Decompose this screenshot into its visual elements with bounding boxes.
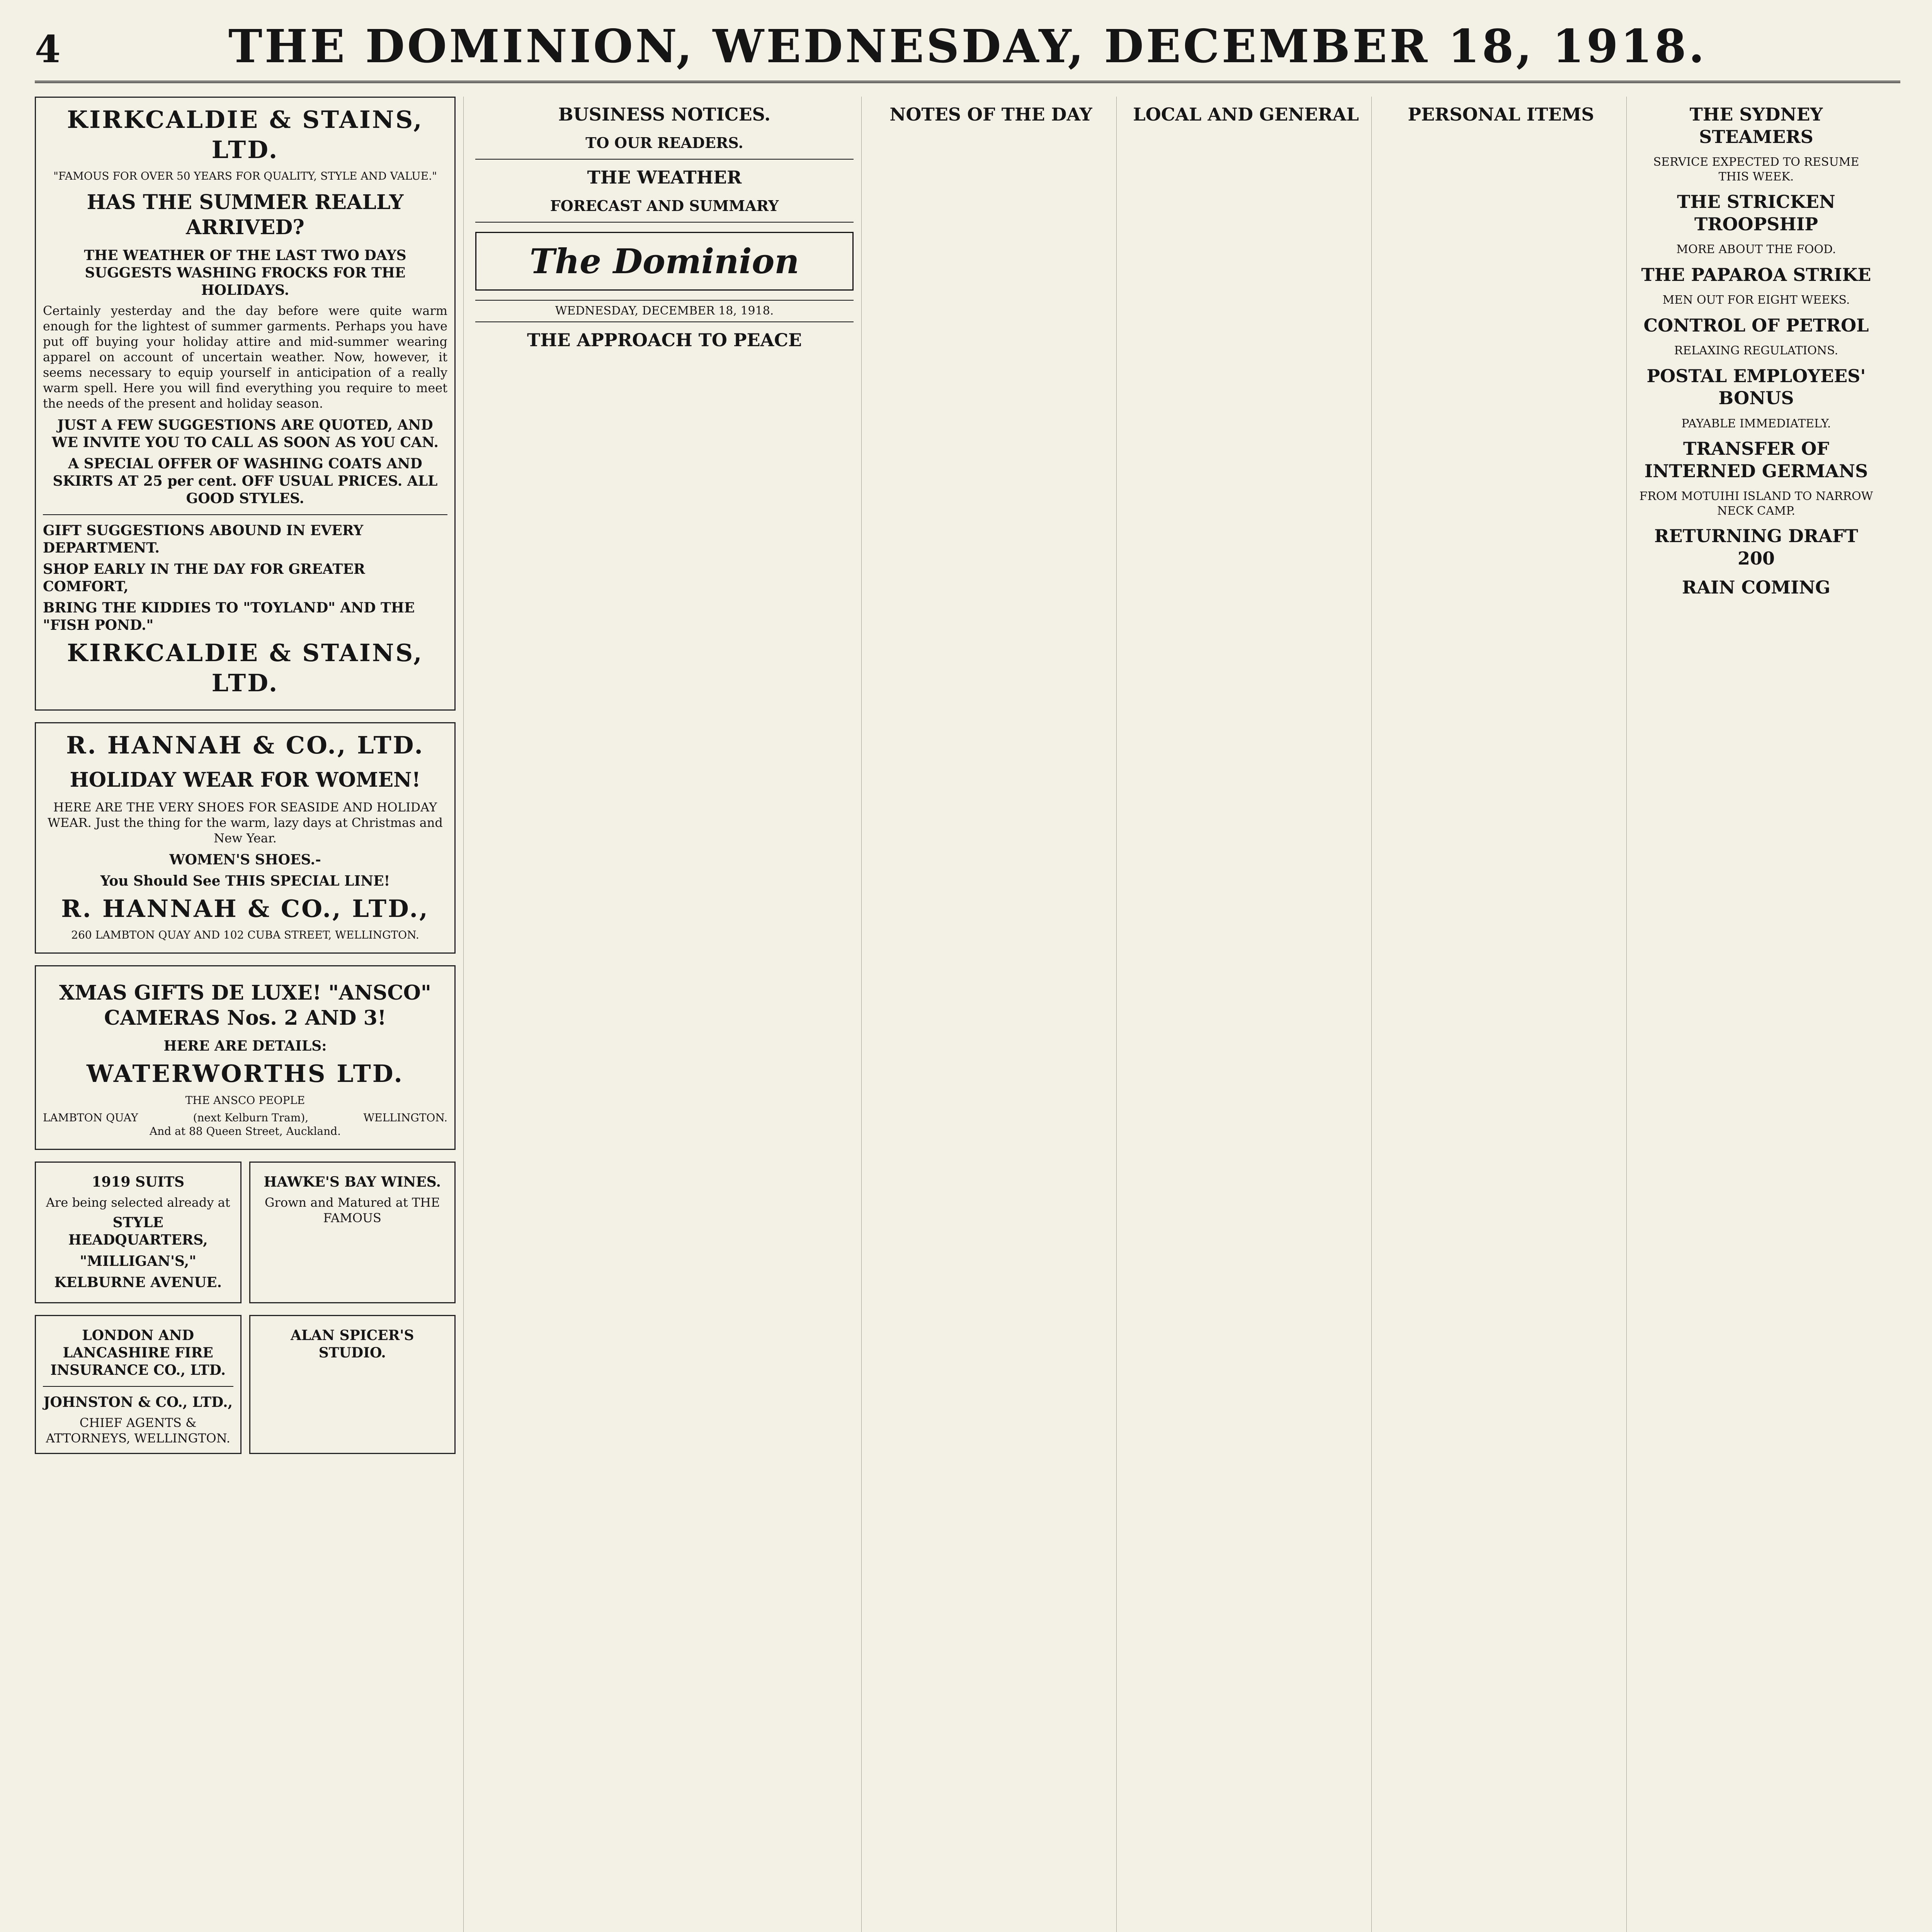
rain-title: RAIN COMING — [1682, 577, 1830, 598]
steamers-sub: SERVICE EXPECTED TO RESUME THIS WEEK. — [1653, 155, 1859, 184]
weather-title: THE WEATHER — [587, 167, 742, 188]
ad-ansco-details: HERE ARE DETAILS: — [163, 1038, 327, 1054]
personal-title: PERSONAL ITEMS — [1408, 104, 1594, 125]
ad-hannah-footer-brand: R. HANNAH & CO., LTD., — [61, 894, 429, 923]
stricken-title: THE STRICKEN TROOPSHIP — [1677, 191, 1835, 235]
ad-ansco-address-mid: (next Kelburn Tram), — [193, 1111, 309, 1124]
ad-ansco-address-2: And at 88 Queen Street, Auckland. — [150, 1124, 341, 1138]
postal-sub: PAYABLE IMMEDIATELY. — [1681, 417, 1831, 430]
ad-row-insurance-studio — [35, 1315, 456, 1466]
ad-kirkcaldie-shop-early: SHOP EARLY IN THE DAY FOR GREATER COMFORT, — [43, 561, 365, 595]
ad-ansco-sub: THE ANSCO PEOPLE — [185, 1094, 305, 1107]
approach-title: THE APPROACH TO PEACE — [527, 329, 802, 350]
column-news — [1638, 97, 1882, 1932]
ad-kirkcaldie — [35, 97, 456, 711]
dominion-date: WEDNESDAY, DECEMBER 18, 1918. — [475, 300, 854, 322]
ad-suits-line4: "MILLIGAN'S," — [80, 1253, 197, 1269]
ad-ansco-address-left: LAMBTON QUAY — [43, 1111, 138, 1124]
paparoa-title: THE PAPAROA STRIKE — [1641, 264, 1871, 285]
dominion-box — [475, 232, 854, 291]
ad-kirkcaldie-gift: GIFT SUGGESTIONS ABOUND IN EVERY DEPARTMENT. — [43, 522, 364, 556]
paparoa-sub: MEN OUT FOR EIGHT WEEKS. — [1662, 293, 1850, 307]
page-number: 4 — [35, 27, 61, 71]
ad-kirkcaldie-suggestions: JUST A FEW SUGGESTIONS ARE QUOTED, AND WE INVITE YOU TO CALL AS SOON AS YOU CAN. — [52, 417, 439, 451]
ad-suits — [35, 1162, 242, 1303]
notes-title: NOTES OF THE DAY — [889, 104, 1092, 125]
ad-hannah-address: 260 LAMBTON QUAY AND 102 CUBA STREET, WELLINGTON. — [71, 929, 419, 941]
forecast-title: FORECAST AND SUMMARY — [550, 197, 779, 214]
ad-kirkcaldie-special-offer: A SPECIAL OFFER OF WASHING COATS AND SKIRTS AT 25 per cent. OFF USUAL PRICES. ALL GOOD STYLES. — [53, 456, 438, 507]
ad-row-suits-hawkes — [35, 1162, 456, 1315]
ad-kirkcaldie-kiddies: BRING THE KIDDIES TO "TOYLAND" AND THE "FISH POND." — [43, 600, 415, 633]
ad-hawkes-sub: Grown and Matured at THE FAMOUS — [264, 1195, 440, 1225]
ad-ansco-address — [43, 1111, 447, 1124]
ad-kirkcaldie-intro: Certainly yesterday and the day before were quite warm enough for the lightest of summer garments. Perhaps you have put off buying your holiday attire and mid-summer wearing apparel on account of uncertain weather. Now, however, it seems necessary to equip yourself in anticipation of a really warm spell. Here you will find everything you require to meet the needs of the present and holiday season. — [43, 303, 447, 411]
petrol-sub: RELAXING REGULATIONS. — [1674, 344, 1838, 357]
returning-title: RETURNING DRAFT 200 — [1654, 526, 1858, 569]
ad-hannah-headline: HOLIDAY WEAR FOR WOMEN! — [70, 768, 421, 792]
column-editorial — [475, 97, 862, 1932]
ad-johnston-sub: CHIEF AGENTS & ATTORNEYS, WELLINGTON. — [46, 1415, 230, 1446]
ad-ansco-headline: XMAS GIFTS DE LUXE! "ANSCO" CAMERAS Nos. 2 AND 3! — [59, 981, 431, 1030]
divider — [43, 514, 447, 515]
ad-hannah-womens-shoes: WOMEN'S SHOES.- — [169, 851, 321, 868]
steamers-title: THE SYDNEY STEAMERS — [1689, 104, 1823, 147]
to-our-readers: TO OUR READERS. — [585, 134, 743, 151]
ad-hannah-sub: HERE ARE THE VERY SHOES FOR SEASIDE AND HOLIDAY WEAR. Just the thing for the warm, lazy days at Christmas and New Year. — [48, 799, 443, 845]
column-local-general — [1128, 97, 1372, 1932]
ad-johnston-title: JOHNSTON & CO., LTD., — [43, 1394, 233, 1410]
ad-ansco-brand: WATERWORTHS LTD. — [87, 1060, 404, 1088]
ad-alan-spicer — [249, 1315, 456, 1454]
ad-hannah-special-line: You Should See THIS SPECIAL LINE! — [100, 872, 390, 889]
ad-kirkcaldie-brand: KIRKCALDIE & STAINS, LTD. — [67, 105, 423, 164]
stricken-sub: MORE ABOUT THE FOOD. — [1676, 243, 1836, 256]
ad-kirkcaldie-footer: KIRKCALDIE & STAINS, LTD. — [67, 639, 423, 697]
postal-title: POSTAL EMPLOYEES' BONUS — [1646, 365, 1866, 408]
interned-sub: FROM MOTUIHI ISLAND TO NARROW NECK CAMP. — [1639, 490, 1873, 518]
ad-hannah — [35, 722, 456, 954]
ad-suits-line2: Are being selected already at — [46, 1195, 230, 1210]
local-title: LOCAL AND GENERAL — [1133, 104, 1359, 125]
ad-suits-line5: KELBURNE AVENUE. — [54, 1274, 222, 1291]
ad-london-lancashire — [35, 1315, 242, 1454]
ad-alan-spicer-title: ALAN SPICER'S STUDIO. — [290, 1327, 414, 1361]
ad-ansco — [35, 965, 456, 1150]
ad-hannah-brand: R. HANNAH & CO., LTD. — [66, 731, 424, 759]
newspaper-title: THE DOMINION, WEDNESDAY, DECEMBER 18, 1918. — [228, 19, 1707, 73]
column-ads — [35, 97, 464, 1932]
ad-suits-line1: 1919 SUITS — [92, 1173, 185, 1190]
divider — [43, 1386, 233, 1387]
divider — [475, 159, 854, 160]
petrol-title: CONTROL OF PETROL — [1643, 315, 1869, 336]
ad-kirkcaldie-question: HAS THE SUMMER REALLY ARRIVED? — [87, 190, 404, 239]
masthead — [35, 15, 1900, 83]
business-notices: BUSINESS NOTICES. — [558, 104, 771, 125]
interned-title: TRANSFER OF INTERNED GERMANS — [1644, 438, 1868, 481]
column-notes — [873, 97, 1117, 1932]
ad-london-lancashire-title: LONDON AND LANCASHIRE FIRE INSURANCE CO., LTD. — [50, 1327, 226, 1378]
ad-kirkcaldie-tagline: "FAMOUS FOR OVER 50 YEARS FOR QUALITY, STYLE AND VALUE." — [53, 170, 437, 182]
ad-kirkcaldie-weather: THE WEATHER OF THE LAST TWO DAYS SUGGESTS WASHING FROCKS FOR THE HOLIDAYS. — [84, 247, 406, 298]
ad-ansco-address-right: WELLINGTON. — [363, 1111, 447, 1124]
ad-hawkes — [249, 1162, 456, 1303]
dominion-logo: The Dominion — [529, 241, 799, 281]
ad-hawkes-title: HAWKE'S BAY WINES. — [264, 1173, 441, 1190]
columns — [35, 97, 1900, 1932]
divider — [475, 222, 854, 223]
ad-suits-line3: STYLE HEADQUARTERS, — [68, 1214, 208, 1248]
column-personal — [1383, 97, 1627, 1932]
